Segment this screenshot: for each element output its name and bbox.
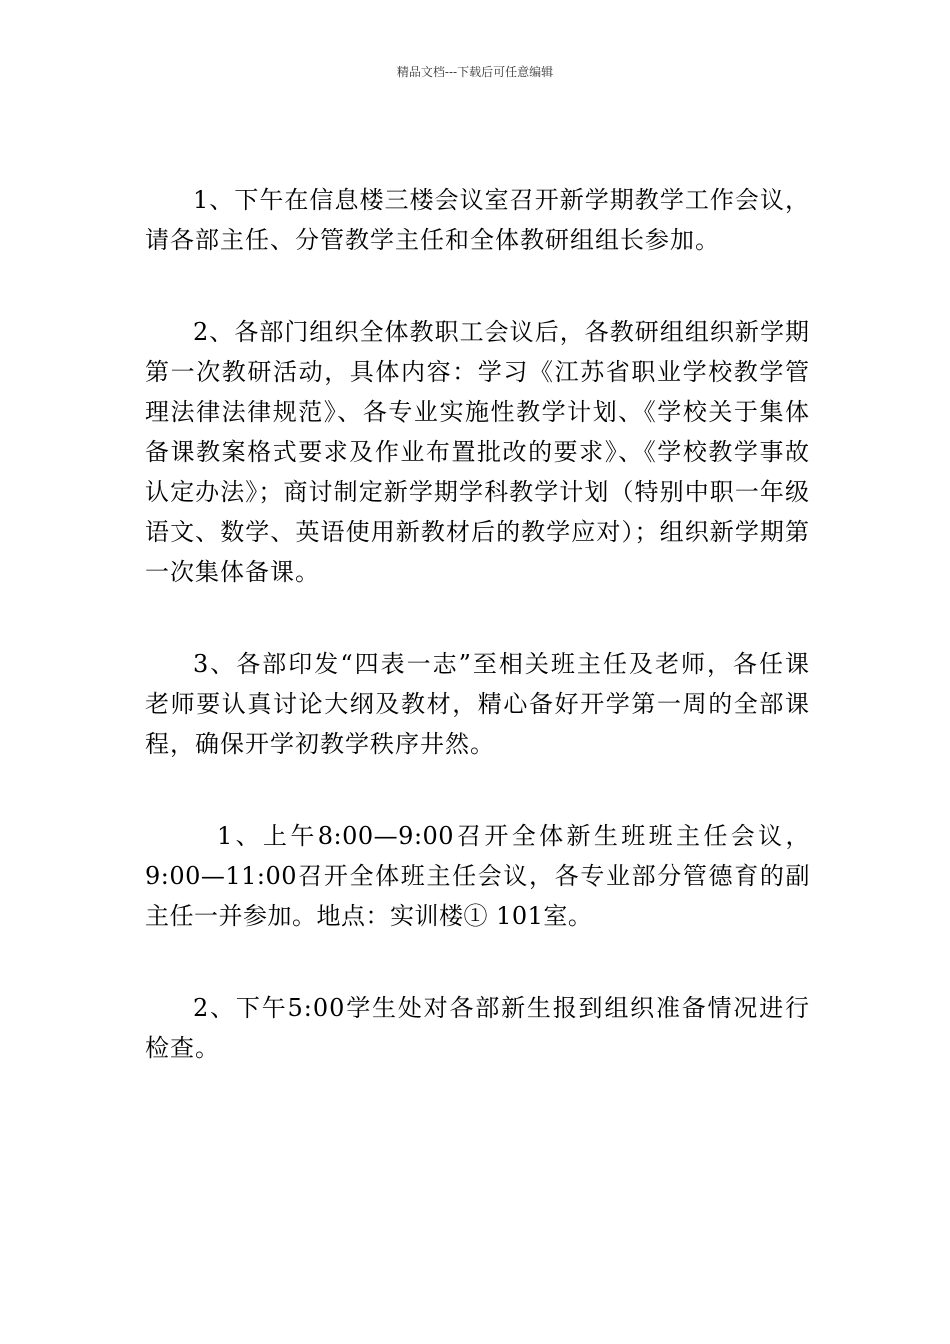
paragraph-5: 2、下午5:00学生处对各部新生报到组织准备情况进行检查。 bbox=[145, 994, 810, 1062]
paragraph-1: 1、下午在信息楼三楼会议室召开新学期教学工作会议，请各部主任、分管教学主任和全体教研组组长参加。 bbox=[145, 186, 810, 254]
paragraph-4: 1、上午8:00—9:00召开全体新生班班主任会议，9:00—11:00召开全体班主任会议，各专业部分管德育的副主任一并参加。地点：实训楼① 101室。 bbox=[145, 822, 810, 930]
page-header: 精品文档---下载后可任意编辑 bbox=[396, 65, 554, 79]
document-body bbox=[145, 180, 810, 1120]
paragraph-3: 3、各部印发“四表一志”至相关班主任及老师，各任课老师要认真讨论大纲及教材，精心备好开学第一周的全部课程，确保开学初教学秩序井然。 bbox=[145, 650, 810, 758]
paragraph-2: 2、各部门组织全体教职工会议后，各教研组组织新学期第一次教研活动，具体内容：学习《江苏省职业学校教学管理法律法律规范》、各专业实施性教学计划、《学校关于集体备课教案格式要求及作业布置批改的要求》、《学校教学事故认定办法》；商讨制定新学期学科教学计划（特别中职一年级语文、数学、英语使用新教材后的教学应对）；组织新学期第一次集体备课。 bbox=[145, 318, 810, 586]
